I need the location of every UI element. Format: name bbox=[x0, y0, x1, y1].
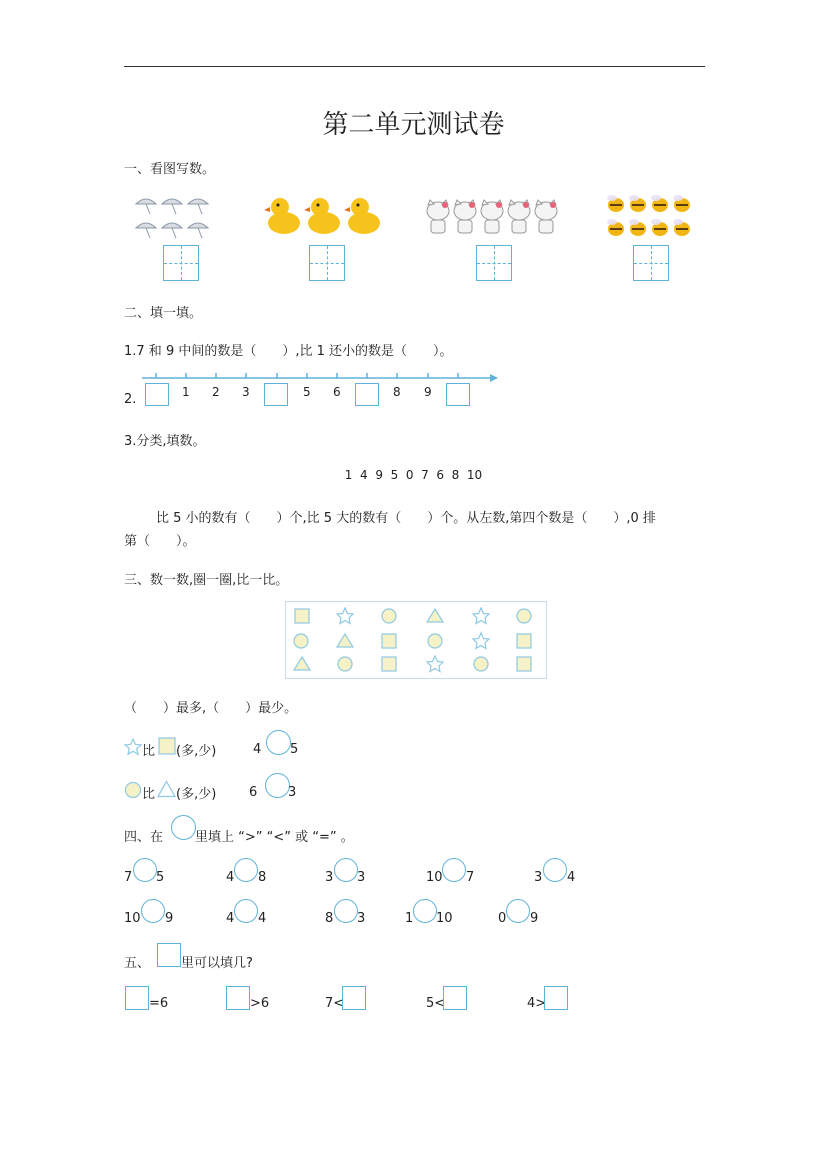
fill-box-1[interactable] bbox=[125, 986, 149, 1010]
compare-6-left: 10 bbox=[124, 911, 141, 926]
circle-compare-options: (多,少) bbox=[176, 787, 217, 802]
numberline-label-9: 9 bbox=[424, 385, 432, 399]
header-rule bbox=[124, 66, 705, 67]
question-2-1: 1.7 和 9 中间的数是（ ）,比 1 还小的数是（ ）。 bbox=[124, 344, 453, 359]
most-least-question: （ ）最多,（ ）最少。 bbox=[124, 701, 298, 716]
answer-grid-4[interactable] bbox=[633, 245, 669, 281]
section-4-heading-post: 里填上 “>” “<” 或 “=” 。 bbox=[195, 830, 354, 845]
compare-circle-blank-b[interactable] bbox=[265, 773, 290, 798]
compare-5-left: 3 bbox=[534, 870, 543, 885]
compare-9-circle[interactable] bbox=[413, 899, 437, 923]
numberline-label-1: 1 bbox=[182, 385, 190, 399]
fill-item-5-text: 4> bbox=[527, 996, 547, 1011]
fill-box-4[interactable] bbox=[443, 986, 467, 1010]
section-5-heading-post: 里可以填几? bbox=[181, 956, 253, 971]
compare-7-left: 4 bbox=[226, 911, 235, 926]
question-2-3-text-line2: 第（ ）。 bbox=[124, 534, 196, 549]
star-compare-left: 4 bbox=[253, 742, 262, 757]
compare-1-left: 7 bbox=[124, 870, 133, 885]
compare-3-circle[interactable] bbox=[334, 858, 358, 882]
circle-compare-right: 3 bbox=[288, 785, 297, 800]
star-icon bbox=[124, 738, 142, 756]
fill-box-3[interactable] bbox=[342, 986, 366, 1010]
fill-box-2[interactable] bbox=[226, 986, 250, 1010]
question-2-3-text-line1: 比 5 小的数有（ ）个,比 5 大的数有（ ）个。从左数,第四个数是（ ）,0 排 bbox=[156, 511, 656, 526]
compare-2-circle[interactable] bbox=[234, 858, 258, 882]
numberline-label-2: 2 bbox=[212, 385, 220, 399]
compare-6-circle[interactable] bbox=[141, 899, 165, 923]
umbrella-picture-group bbox=[132, 190, 222, 242]
page-title: 第二单元测试卷 bbox=[322, 110, 505, 140]
compare-8-left: 8 bbox=[325, 911, 334, 926]
compare-8-right: 3 bbox=[357, 911, 366, 926]
duck-picture-group bbox=[264, 193, 382, 237]
fill-item-2-text: >6 bbox=[250, 996, 270, 1011]
square-icon bbox=[158, 737, 176, 755]
compare-4-left: 10 bbox=[426, 870, 443, 885]
section-2-heading: 二、填一填。 bbox=[124, 306, 203, 321]
compare-3-left: 3 bbox=[325, 870, 334, 885]
numberline-blank-2[interactable] bbox=[264, 383, 288, 406]
numberline-label-5: 5 bbox=[303, 385, 311, 399]
compare-6-right: 9 bbox=[165, 911, 174, 926]
triangle-icon bbox=[157, 780, 176, 798]
numberline-blank-4[interactable] bbox=[446, 383, 470, 406]
fill-item-3-text: 7< bbox=[325, 996, 345, 1011]
compare-5-right: 4 bbox=[567, 870, 576, 885]
fill-box-5[interactable] bbox=[544, 986, 568, 1010]
star-compare-right: 5 bbox=[290, 742, 299, 757]
compare-circle-blank-a[interactable] bbox=[266, 730, 291, 755]
heading-square-icon bbox=[157, 943, 181, 967]
heading-circle-icon bbox=[171, 815, 196, 840]
numberline-label-8: 8 bbox=[393, 385, 401, 399]
compare-9-right: 10 bbox=[436, 911, 453, 926]
question-2-2-label: 2. bbox=[124, 392, 137, 407]
answer-grid-1[interactable] bbox=[163, 245, 199, 281]
compare-10-circle[interactable] bbox=[506, 899, 530, 923]
compare-8-circle[interactable] bbox=[334, 899, 358, 923]
compare-7-right: 4 bbox=[258, 911, 267, 926]
kitty-picture-group bbox=[424, 198, 560, 236]
compare-7-circle[interactable] bbox=[234, 899, 258, 923]
numberline-label-3: 3 bbox=[242, 385, 250, 399]
circle-compare-left: 6 bbox=[249, 785, 258, 800]
circle-shape-icon bbox=[124, 781, 142, 799]
numberline-blank-3[interactable] bbox=[355, 383, 379, 406]
numberline-blank-1[interactable] bbox=[145, 383, 169, 406]
number-sequence: 1 4 9 5 0 7 6 8 10 bbox=[344, 468, 483, 482]
compare-2-right: 8 bbox=[258, 870, 267, 885]
circle-compare-word: 比 bbox=[142, 787, 156, 802]
fill-item-4-text: 5< bbox=[426, 996, 446, 1011]
star-compare-word: 比 bbox=[142, 744, 156, 759]
bee-picture-group bbox=[604, 193, 694, 243]
section-1-heading: 一、看图写数。 bbox=[124, 162, 216, 177]
answer-grid-3[interactable] bbox=[476, 245, 512, 281]
shapes-grid bbox=[285, 601, 545, 677]
compare-1-circle[interactable] bbox=[133, 858, 157, 882]
section-3-heading: 三、数一数,圈一圈,比一比。 bbox=[124, 573, 289, 588]
compare-10-right: 9 bbox=[530, 911, 539, 926]
compare-9-left: 1 bbox=[405, 911, 414, 926]
section-4-heading-pre: 四、在 bbox=[124, 830, 164, 845]
star-compare-options: (多,少) bbox=[176, 744, 217, 759]
numberline-label-6: 6 bbox=[333, 385, 341, 399]
compare-5-circle[interactable] bbox=[543, 858, 567, 882]
section-5-heading-pre: 五、 bbox=[124, 956, 151, 971]
question-2-3-label: 3.分类,填数。 bbox=[124, 434, 206, 449]
compare-4-right: 7 bbox=[466, 870, 475, 885]
compare-4-circle[interactable] bbox=[442, 858, 466, 882]
fill-item-1-text: =6 bbox=[149, 996, 169, 1011]
compare-1-right: 5 bbox=[156, 870, 165, 885]
compare-2-left: 4 bbox=[226, 870, 235, 885]
compare-10-left: 0 bbox=[498, 911, 507, 926]
compare-3-right: 3 bbox=[357, 870, 366, 885]
answer-grid-2[interactable] bbox=[309, 245, 345, 281]
